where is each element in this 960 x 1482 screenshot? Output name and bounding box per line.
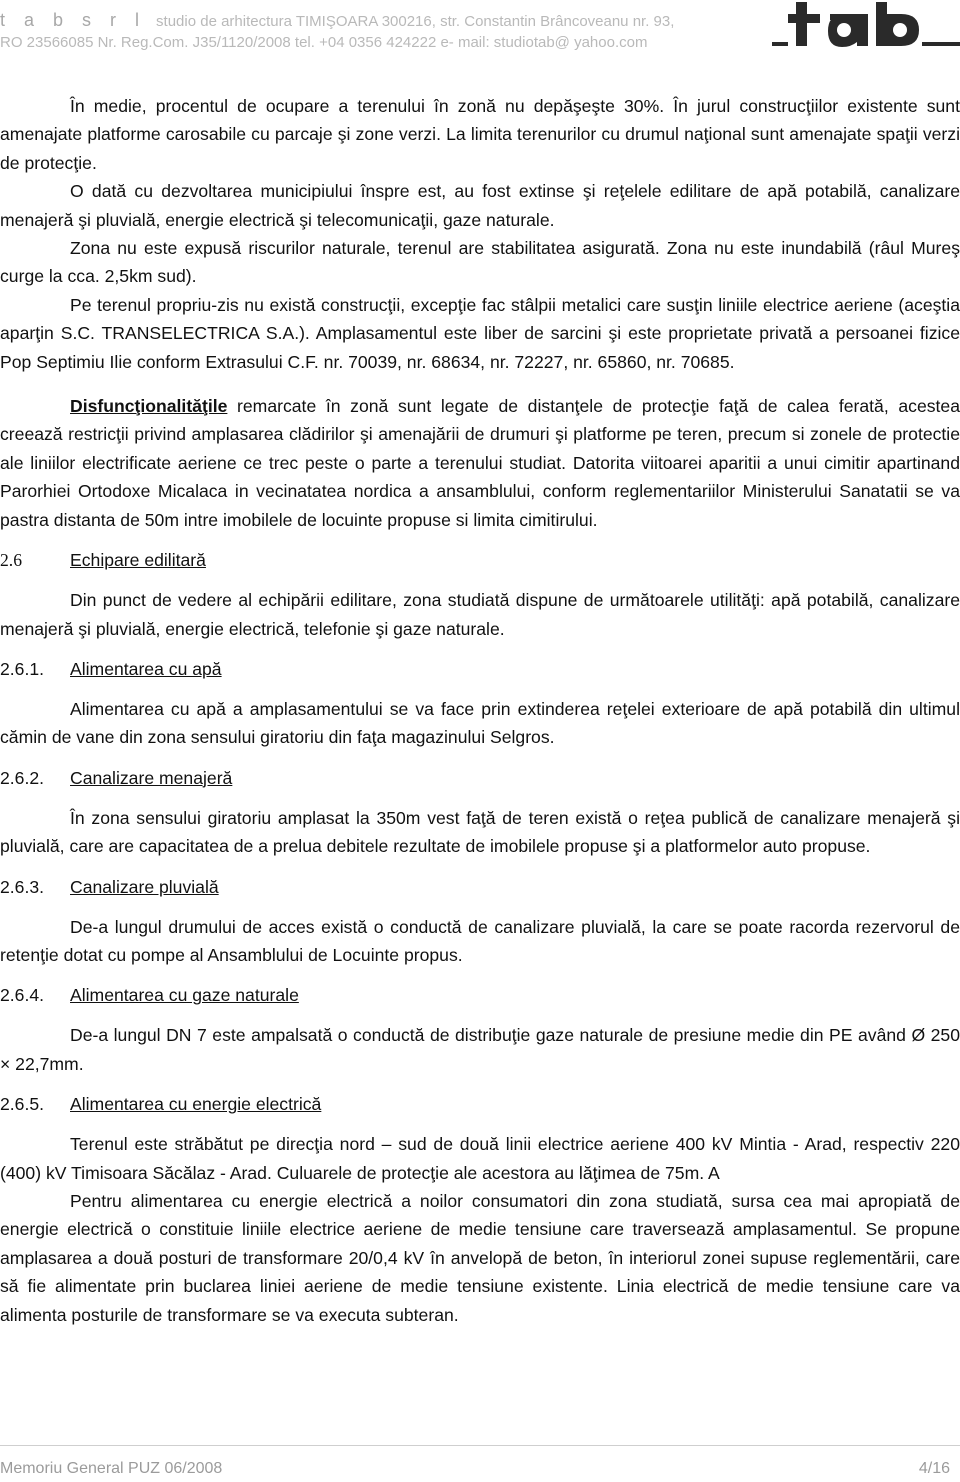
section-number: 2.6.5. <box>0 1094 45 1115</box>
section-number: 2.6 <box>0 550 22 571</box>
section-heading-2-6-2 <box>0 764 960 792</box>
paragraph-stormwater: De-a lungul drumului de acces există o conductă de canalizare pluvială, la care se poate racorda rezervorul de retenţie dotat cu pompe al Ansamblului de Locuinte propus. <box>0 916 960 965</box>
section-heading-2-6-3 <box>0 873 960 901</box>
section-heading-2-6-1 <box>0 655 960 683</box>
footer-page-number: 4/16 <box>918 1460 950 1477</box>
section-number: 2.6.1. <box>0 658 45 679</box>
section-title: Canalizare pluvială <box>70 876 219 897</box>
brand-name: t a b s r l <box>0 10 147 30</box>
header-address: studio de arhitectura TIMIŞOARA 300216, str. Constantin Brâncoveanu nr. 93, <box>156 13 675 30</box>
section-heading-2-6-5 <box>0 1090 960 1118</box>
header-line-1 <box>0 10 674 31</box>
section-title: Alimentarea cu apă <box>70 658 222 679</box>
dysfunctions-lead: Disfuncţionalităţile <box>70 396 228 417</box>
section-number: 2.6.3. <box>0 876 45 897</box>
paragraph-land-use: În medie, procentul de ocupare a terenului în zonă nu depăşeşte 30%. În jurul construcţiilor existente sunt amenajate platforme carosabile cu parcaje şi zone verzi. La limita terenurilor cu drumul naţional sunt amenajate spaţii verzi de protecţie. <box>0 96 960 173</box>
section-title: Canalizare menajeră <box>70 767 233 788</box>
section-number: 2.6.2. <box>0 767 45 788</box>
section-heading-2-6-4 <box>0 981 960 1009</box>
page-header <box>0 0 960 56</box>
paragraph-power-supply: Pentru alimentarea cu energie electrică a noilor consumatori din zona studiată, sursa cea mai apropiată de energie electrică o constituie liniile electrice aeriene de medie tensiune care traversează amplasamentul. Se propune amplasarea a două posturi de transformare 20/0,4 kV în anvelopă de beton, în interiorul zonei supuse reglementării, care să fie alimentate prin buclarea liniei aeriene de medie tensiune existente. Linia electrică de medie tensiune care va alimenta posturile de transformare se va executa subteran. <box>0 1190 960 1325</box>
section-title: Echipare edilitară <box>70 550 206 571</box>
paragraph-power-lines: Terenul este străbătut pe direcţia nord – sud de două linii electrice aeriene 400 kV Mintia - Arad, respectiv 220 (400) kV Timisoara Săcălaz - Arad. Culuarele de protecţie ale acestora au lăţimea de 75m. A <box>0 1134 960 1183</box>
paragraph-dysfunctions <box>0 392 960 534</box>
section-heading-2-6 <box>0 546 960 574</box>
paragraph-site-status: Pe terenul propriu-zis nu există construcţii, excepţie fac stâlpii metalici care susţin liniile electrice aeriene (aceştia aparţin S.C. TRANSELECTRICA S.A.). Amplasamentul este liber de sarcini şi este proprietate privată a persoanei fizice Pop Septimiu Ilie conform Extrasului C.F. nr. 70039, nr. 68634, nr. 72227, nr. 65860, nr. 70685. <box>0 294 960 372</box>
footer-document-title: Memoriu General PUZ 06/2008 <box>0 1460 223 1477</box>
paragraph-gas-supply: De-a lungul DN 7 este ampalsată o conductă de distribuţie gaze naturale de presiune medie din PE având Ø 250 × 22,7mm. <box>0 1025 960 1074</box>
paragraph-natural-risks: Zona nu este expusă riscurilor naturale, terenul are stabilitatea asigurată. Zona nu este inundabilă (râul Mureş curge la cca. 2,5km sud). <box>0 238 960 287</box>
paragraph-water-supply: Alimentarea cu apă a amplasamentului se va face prin extinderea reţelei exterioare de apă potabilă din ultimul cămin de vane din zona sensului giratoriu din faţa magazinului Selgros. <box>0 698 960 748</box>
paragraph-utilities-extension: O dată cu dezvoltarea municipiului înspre est, au fost extinse şi reţelele edilitare de apă potabilă, canalizare menajeră şi pluvială, energie electrică şi telecomunicaţii, gaze naturale. <box>0 181 960 230</box>
header-line-2: RO 23566085 Nr. Reg.Com. J35/1120/2008 tel. +04 0356 424222 e- mail: studiotab@ yahoo.com <box>0 34 648 51</box>
dysfunctions-text: remarcate în zonă sunt legate de distanţele de protecţie faţă de calea ferată, acestea creează restricţii privind amplasarea clădirilor şi amenajării de drumuri şi platforme pe teren, precum si zonele de protectie ale liniilor electrificate aeriene ce trec peste o parte a terenului studiat. Datorita viitoarei aparitii a unui cimitir apartinand Parorhiei Ortodoxe Micalaca in vecinatatea nordica a ansamblului, conform reglementariilor Ministerului Sanatatii se va pastra distanta de 50m intre imobilele de locuinte propuse si limita cimitirului. <box>0 396 960 530</box>
section-title: Alimentarea cu energie electrică <box>70 1094 322 1115</box>
paragraph-sewerage: În zona sensului giratoriu amplasat la 350m vest faţă de teren există o reţea publică de canalizare menajeră şi pluvială, care are capacitatea de a prelua debitele rezultate de imobilele propuse şi a platformelor auto propuse. <box>0 807 960 857</box>
document-body <box>0 92 960 1329</box>
section-title: Alimentarea cu gaze naturale <box>70 985 299 1006</box>
footer-divider <box>0 1445 960 1446</box>
tab-logo-icon <box>772 0 960 50</box>
paragraph-utilities-available: Din punct de vedere al echipării edilitare, zona studiată dispune de următoarele utilităţi: apă potabilă, canalizare menajeră şi pluvială, energie electrică, telefonie şi gaze naturale. <box>0 590 960 639</box>
section-number: 2.6.4. <box>0 985 45 1006</box>
